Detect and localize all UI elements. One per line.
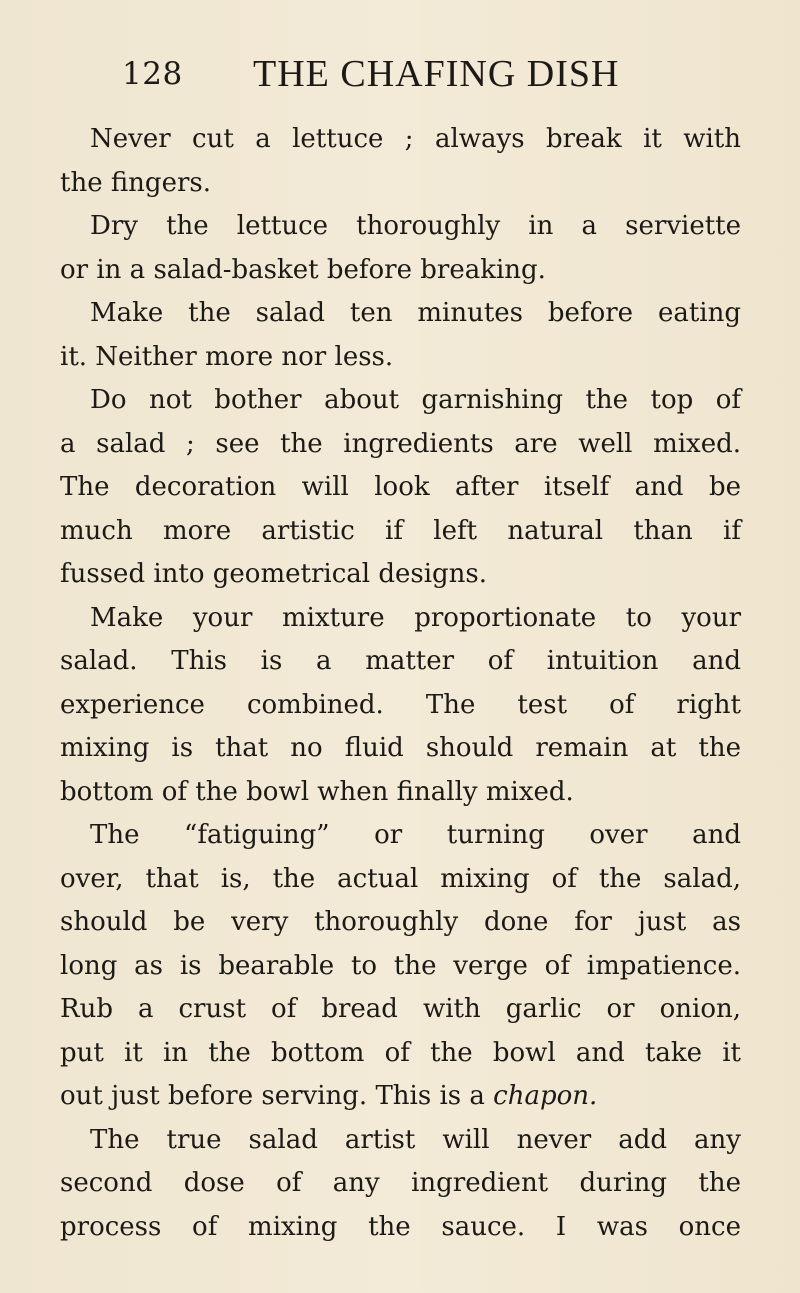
text-line — [60, 510, 741, 554]
text-line — [60, 1162, 741, 1206]
text-line-content: experience combined. The test of right — [60, 689, 741, 720]
text-line — [60, 1032, 741, 1076]
text-line-content: over, that is, the actual mixing of the salad, — [60, 863, 741, 894]
text-line — [60, 205, 741, 249]
text-line-content: the fingers. — [60, 167, 211, 198]
text-line — [60, 466, 741, 510]
text-line — [60, 858, 741, 902]
text-line-content: second dose of any ingredient during the — [60, 1168, 741, 1198]
text-line — [60, 771, 741, 815]
text-line-content: Do not bother about garnishing the top of — [90, 385, 741, 415]
text-line-content: much more artistic if left natural than if — [60, 515, 741, 546]
text-line-content: mixing is that no fluid should remain at the — [60, 733, 741, 763]
text-line — [60, 988, 741, 1032]
text-line — [60, 727, 741, 771]
text-line-content: a salad ; see the ingredients are well mixed. — [60, 428, 741, 459]
text-line — [60, 814, 741, 858]
text-line — [60, 1206, 741, 1250]
text-line-content: bottom of the bowl when finally mixed. — [60, 776, 574, 807]
text-line-content: or in a salad-basket before breaking. — [60, 254, 546, 285]
text-line-content: Dry the lettuce thoroughly in a serviette — [90, 211, 741, 241]
text-line-content: should be very thoroughly done for just as — [60, 907, 741, 937]
text-line — [60, 597, 741, 641]
text-line-content: Rub a crust of bread with garlic or onion, — [60, 994, 741, 1024]
text-line-content: Make the salad ten minutes before eating — [90, 298, 741, 328]
text-line-content: long as is bearable to the verge of impatience. — [60, 950, 741, 981]
text-line — [60, 162, 741, 206]
text-line — [60, 640, 741, 684]
page-header — [122, 52, 742, 102]
italic-term: chapon. — [493, 1081, 598, 1111]
text-line — [60, 118, 741, 162]
text-line — [60, 1119, 741, 1163]
text-line-content: put it in the bottom of the bowl and take it — [60, 1037, 741, 1068]
text-line — [60, 1075, 741, 1119]
text-line — [60, 379, 741, 423]
body-text — [60, 118, 741, 1249]
text-line-content: The “fatiguing” or turning over and — [90, 820, 741, 850]
page-number: 128 — [122, 56, 183, 92]
text-line — [60, 945, 741, 989]
text-line — [60, 684, 741, 728]
text-line — [60, 901, 741, 945]
text-line-content: The true salad artist will never add any — [90, 1124, 741, 1155]
text-line-content: Make your mixture proportionate to your — [90, 602, 741, 633]
text-line-content: Never cut a lettuce ; always break it with — [90, 124, 741, 154]
text-line — [60, 336, 741, 380]
text-line — [60, 292, 741, 336]
text-line-content: fussed into geometrical designs. — [60, 559, 488, 589]
text-line — [60, 249, 741, 293]
text-line-content: salad. This is a matter of intuition and — [60, 646, 741, 676]
text-line-content: it. Neither more nor less. — [60, 341, 394, 372]
text-line — [60, 423, 741, 467]
running-title: THE CHAFING DISH — [253, 53, 620, 95]
text-line-content: The decoration will look after itself and be — [60, 472, 741, 502]
text-line-content: out just before serving. This is a — [60, 1081, 494, 1111]
text-line — [60, 553, 741, 597]
text-line-content: process of mixing the sauce. I was once — [60, 1211, 741, 1242]
